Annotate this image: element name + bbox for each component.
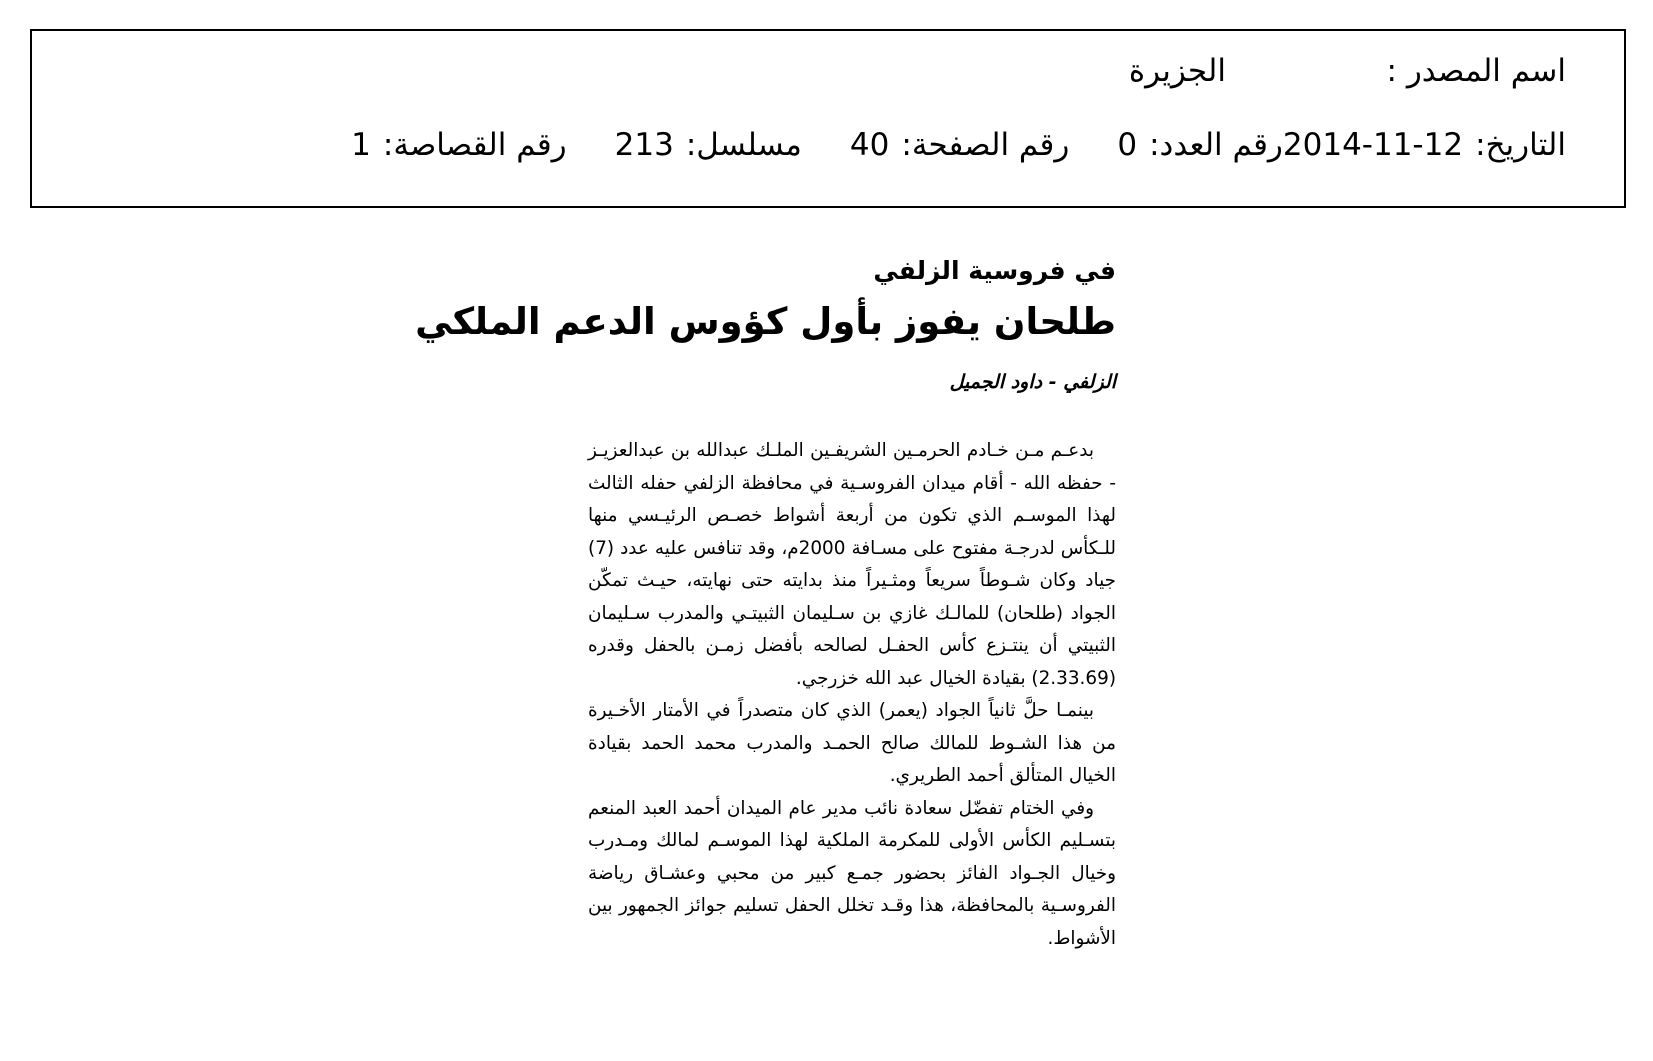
source-label: اسم المصدر : bbox=[1386, 53, 1566, 89]
details-row bbox=[303, 127, 1566, 163]
serial-field bbox=[615, 127, 802, 163]
issue-label: رقم العدد: bbox=[1149, 127, 1283, 163]
issue-value: 0 bbox=[1117, 127, 1138, 163]
clip-label: رقم القصاصة: bbox=[382, 127, 567, 163]
article-kicker: في فروسية الزلفي bbox=[873, 256, 1116, 285]
clip-field bbox=[351, 127, 566, 163]
date-value: 2014-11-12 bbox=[1282, 127, 1464, 163]
article-headline: طلحان يفوز بأول كؤوس الدعم الملكي bbox=[415, 300, 1116, 343]
source-value: الجزيرة bbox=[1128, 53, 1226, 89]
article-byline: الزلفي - داود الجميل bbox=[949, 371, 1116, 393]
page-label: رقم الصفحة: bbox=[901, 127, 1070, 163]
page-value: 40 bbox=[849, 127, 890, 163]
issue-field bbox=[1117, 127, 1283, 163]
article-paragraph: وفي الختام تفضّل سعادة نائب مدير عام الميدان أحمد العبد المنعم بتسـليم الكأس الأولى للمكرمة الملكية لهذا الموسـم لمالك ومـدرب وخيال الجـواد الفائز بحضور جمـع كبير من محبي وعشـاق رياضة الفروسـية بالمحافظة، هذا وقـد تخلل الحفل تسليم جوائز الجمهور بين الأشواط. bbox=[588, 797, 1116, 949]
clipping-metadata-box bbox=[30, 29, 1626, 208]
clip-value: 1 bbox=[351, 127, 371, 163]
source-row bbox=[1129, 53, 1566, 89]
serial-label: مسلسل: bbox=[685, 127, 802, 163]
article-paragraph: بدعـم مـن خـادم الحرمـين الشريفـين الملـك عبدالله بن عبدالعزيـز - حفظه الله - أقام ميدان الفروسـية في محافظة الزلفي حفله الثالث لهذا الموسـم الذي تكون من أربعة أشواط خصـص الرئيـسي منها للـكأس لدرجـة مفتوح على مسـافة 2000م، وقد تنافس عليه عدد (7) جياد وكان شـوطاً سريعاً ومثـيراً منذ بدايته حتى نهايته، حيـث تمكّن الجواد (طلحان) للمالـك غازي بن سـليمان الثبيتـي والمدرب سـليمان الثبيتي أن ينتـزع كأس الحفـل لصالحه بأفضل زمـن بالحفل وقدره (2.33.69) بقيادة الخيال عبد الله خزرجي. bbox=[588, 440, 1116, 689]
article-paragraph: بينمـا حلَّ ثانياً الجواد (يعمر) الذي كان متصدراً في الأمتار الأخـيرة من هذا الشـوط للمالك صالح الحمـد والمدرب محمد الحمد بقيادة الخيال المتألق أحمد الطريري. bbox=[588, 700, 1116, 786]
page-field bbox=[850, 127, 1069, 163]
serial-value: 213 bbox=[614, 127, 674, 163]
article-body bbox=[588, 435, 1116, 955]
article-clipping bbox=[415, 255, 1116, 955]
date-field bbox=[1283, 127, 1566, 163]
date-label: التاريخ: bbox=[1475, 127, 1566, 163]
